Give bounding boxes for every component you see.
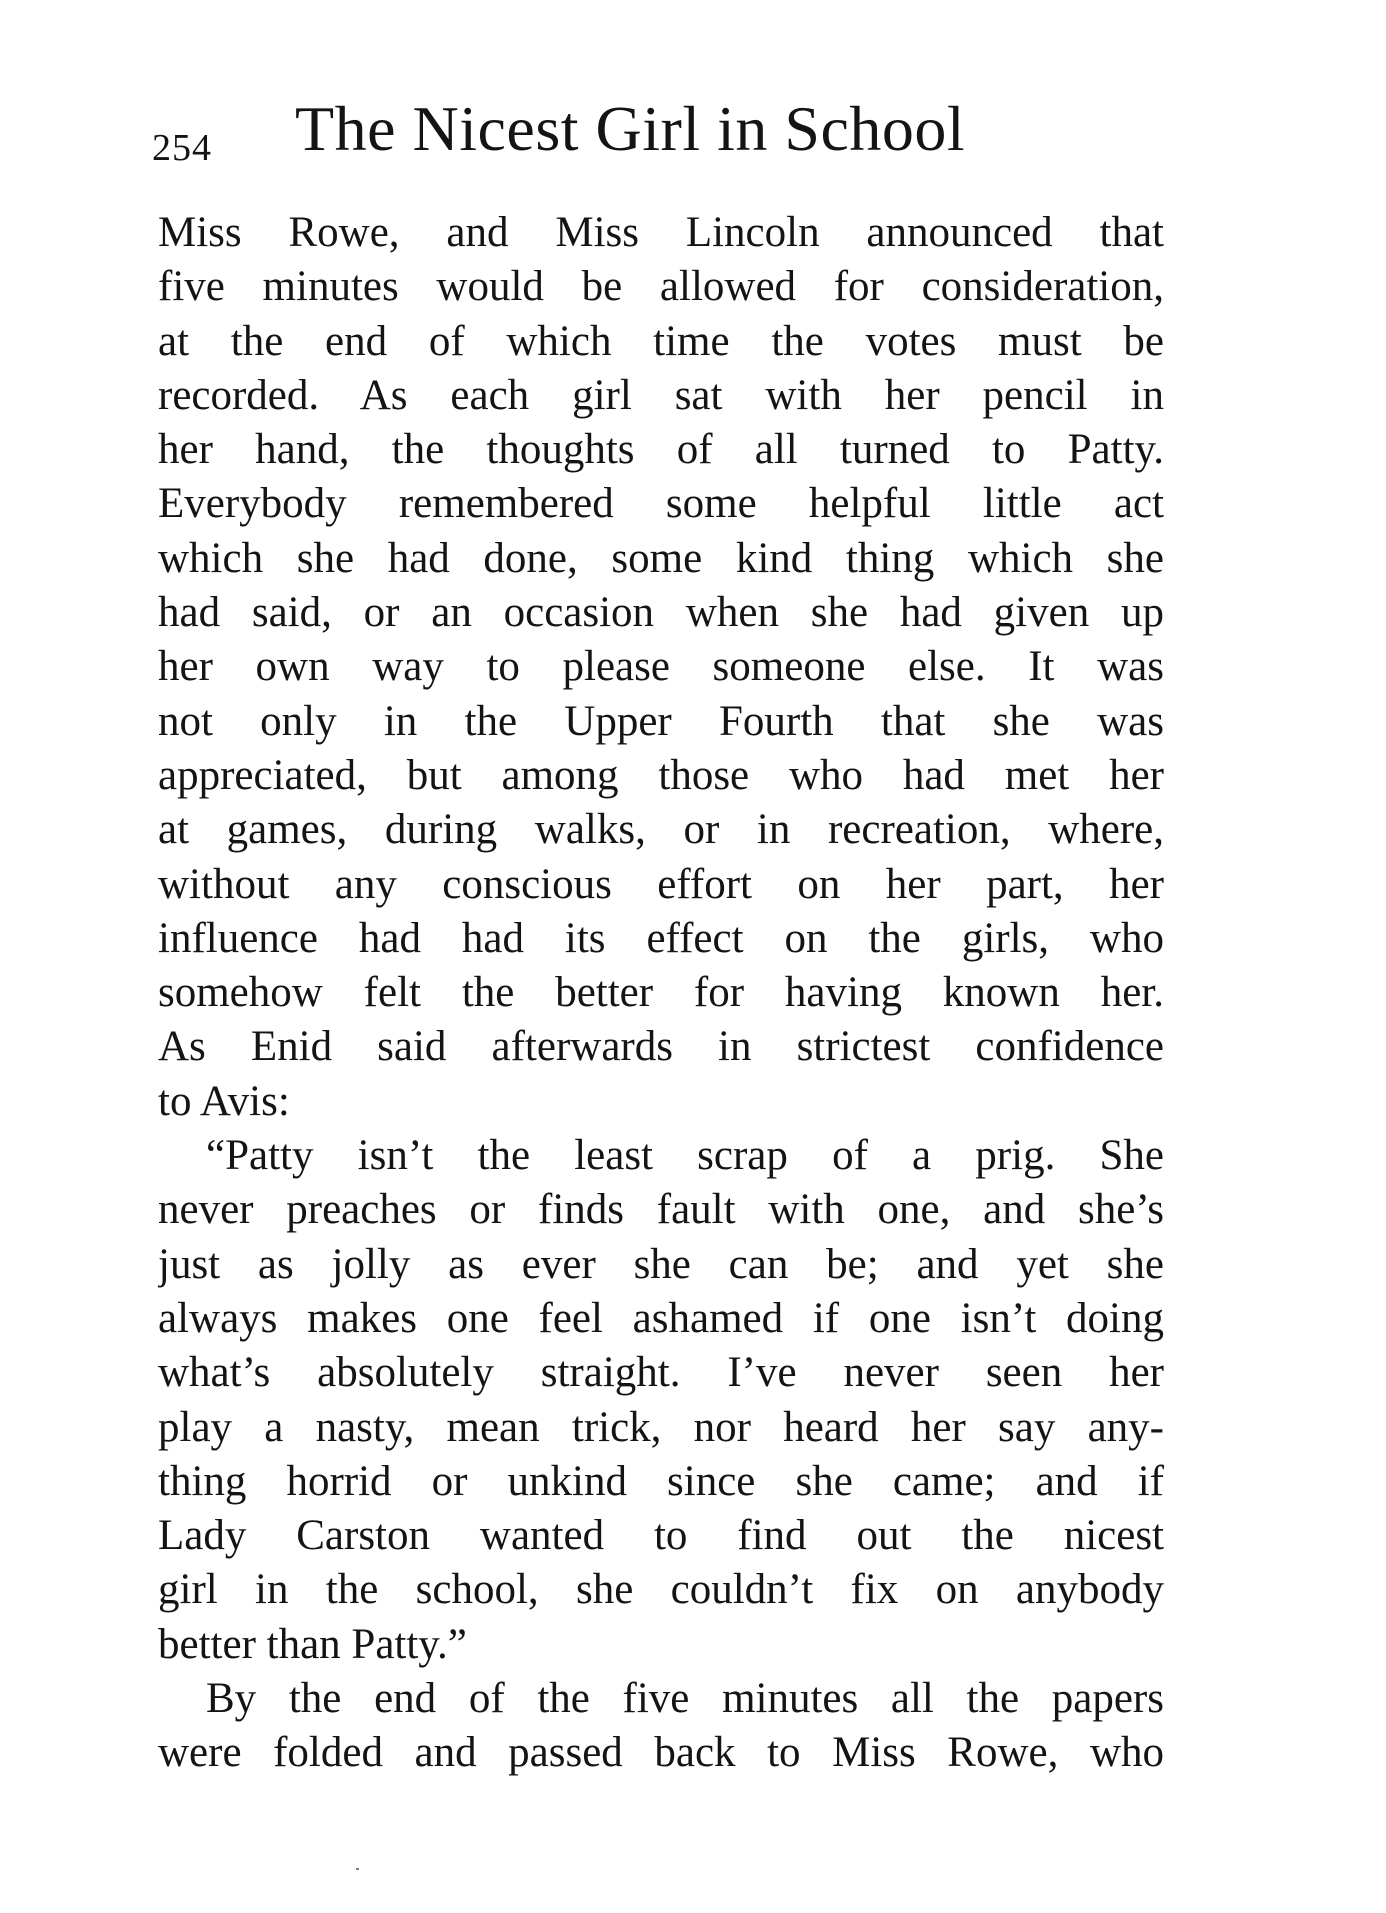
text-line: at the end of which time the votes must be (158, 317, 1164, 365)
page-number: 254 (152, 127, 212, 169)
paragraph-1 (158, 206, 1164, 1129)
text-line: recorded. As each girl sat with her pencil in (158, 371, 1164, 419)
text-line: never preaches or finds fault with one, and she’s (158, 1186, 1164, 1234)
text-line: what’s absolutely straight. I’ve never seen her (158, 1349, 1164, 1397)
text-line: Lady Carston wanted to find out the nicest (158, 1512, 1164, 1560)
text-line: just as jolly as ever she can be; and yet she (158, 1240, 1164, 1288)
text-line: at games, during walks, or in recreation, where, (158, 806, 1164, 854)
text-line: her hand, the thoughts of all turned to Patty. (158, 426, 1164, 474)
text-line: not only in the Upper Fourth that she was (158, 697, 1164, 745)
text-line: which she had done, some kind thing which she (158, 534, 1164, 582)
text-line: appreciated, but among those who had met her (158, 751, 1164, 799)
paragraph-3 (158, 1672, 1164, 1781)
running-title: The Nicest Girl in School (295, 93, 966, 164)
text-line: five minutes would be allowed for consideration, (158, 263, 1164, 311)
text-line: without any conscious effort on her part, her (158, 860, 1164, 908)
text-line: play a nasty, mean trick, nor heard her say any- (158, 1403, 1164, 1451)
text-line: better than Patty.” (158, 1620, 467, 1668)
page-header (152, 92, 1162, 182)
text-line: “Patty isn’t the least scrap of a prig. She (206, 1132, 1164, 1180)
text-line: were folded and passed back to Miss Rowe, who (158, 1729, 1164, 1777)
text-line: her own way to please someone else. It was (158, 643, 1164, 691)
text-line: somehow felt the better for having known her. (158, 969, 1164, 1017)
text-line: influence had had its effect on the girls, who (158, 914, 1164, 962)
text-line: Everybody remembered some helpful little act (158, 480, 1164, 528)
text-line: thing horrid or unkind since she came; and if (158, 1457, 1164, 1505)
text-line: always makes one feel ashamed if one isn’t doing (158, 1294, 1164, 1342)
print-speck (356, 1868, 359, 1870)
text-line: As Enid said afterwards in strictest confidence (158, 1023, 1164, 1071)
text-line: By the end of the five minutes all the papers (206, 1675, 1164, 1723)
body-text (158, 206, 1164, 1781)
paragraph-2 (158, 1129, 1164, 1672)
text-line: to Avis: (158, 1077, 290, 1125)
text-line: girl in the school, she couldn’t fix on anybody (158, 1566, 1164, 1614)
text-line: had said, or an occasion when she had given up (158, 589, 1164, 637)
text-line: Miss Rowe, and Miss Lincoln announced that (158, 209, 1164, 256)
